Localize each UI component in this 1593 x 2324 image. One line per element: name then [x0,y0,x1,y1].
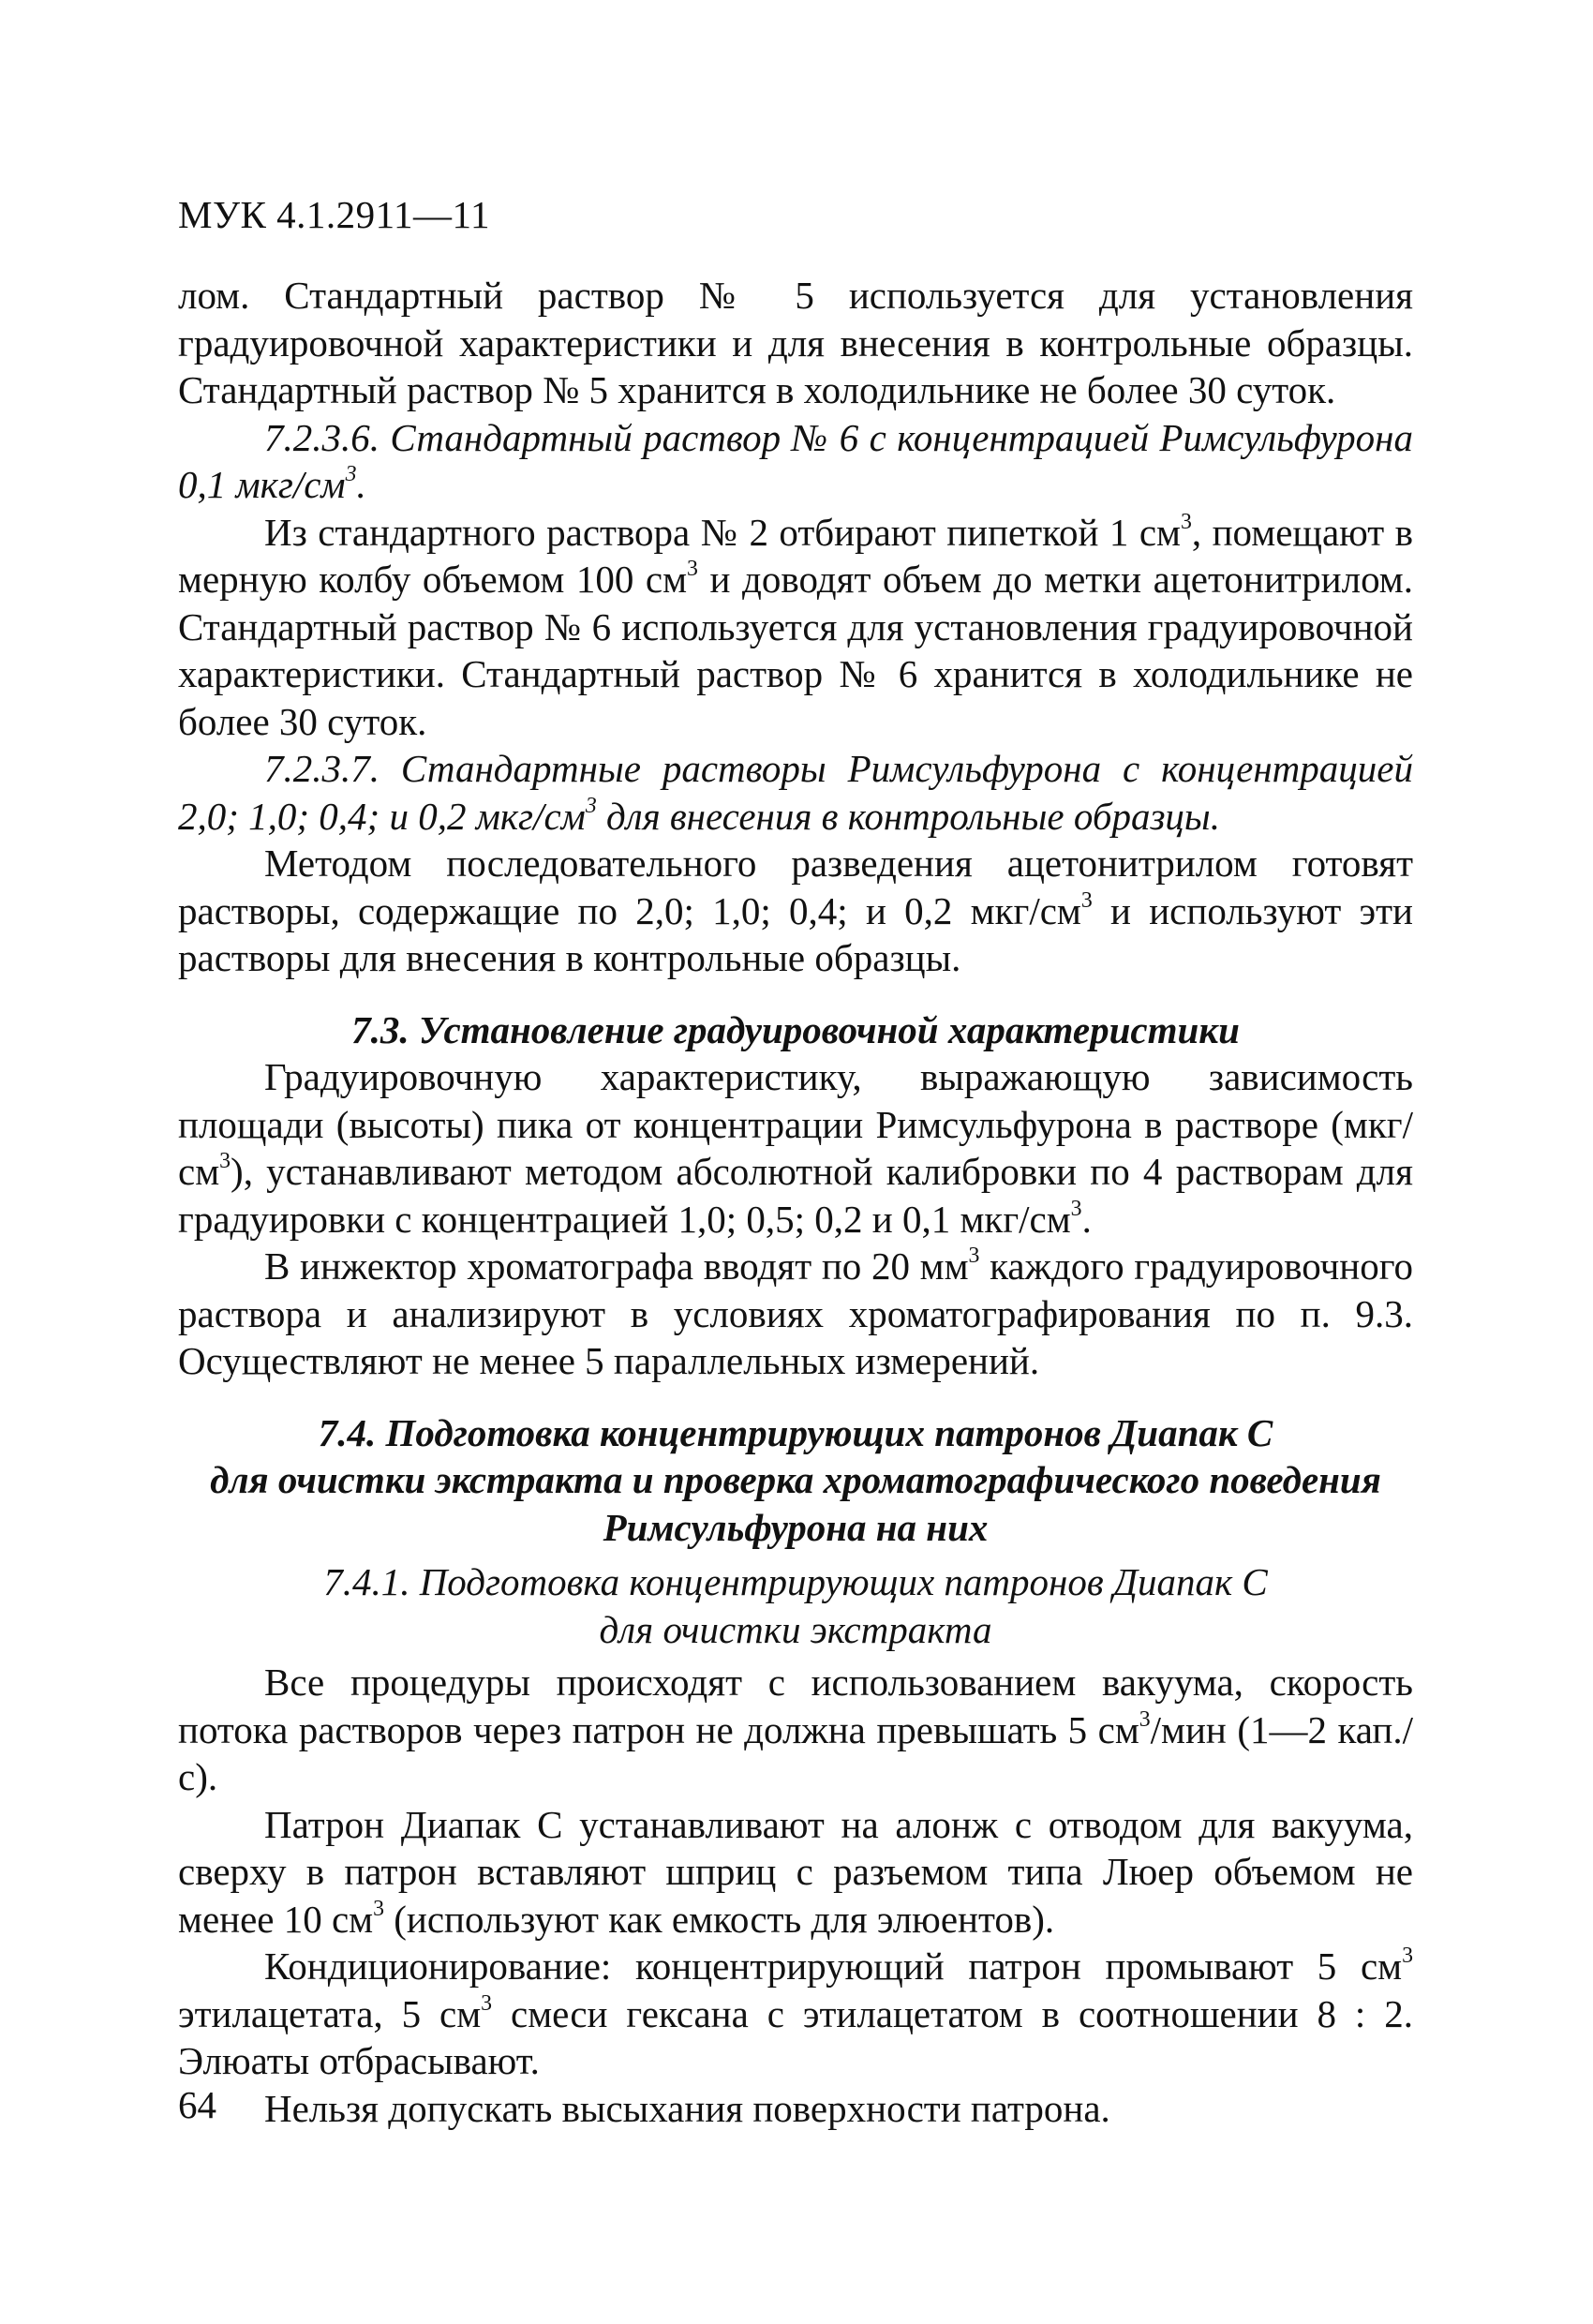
paragraph-no-drying: Нельзя допускать высыхания поверхности патрона. [264,2086,1110,2130]
paragraph-vacuum: Все процедуры происходят с использованием вакуума, скорость потока растворов через патрон не должна превышать 5 $см^3$/мин (1—2 кап./с). [178,1661,1413,1798]
paragraph-calibration: Градуировочную характеристику, выражающую зависимость площади (высоты) пика от концентрации Римсульфурона в растворе $(мкг/см^3)$, устанавливают методом абсолютной калибровки по 4 растворам для градуировки с концентрацией 1,0; 0,5; 0,2 и 0,1 мкг/$см^3$. [178,1055,1413,1241]
subsection-7-2-3-6: 7.2.3.6. Стандартный раствор № 6 с концентрацией Римсульфурона 0,1 мкг/$см^3$. [178,415,1413,506]
subsection-7-2-3-7: 7.2.3.7. Стандартные растворы Римсульфурона с концентрацией 2,0; 1,0; 0,4; и 0,2 мкг/$см^3$ для внесения в контрольные образцы. [178,747,1413,838]
paragraph-dilution: Методом последовательного разведения ацетонитрилом готовят растворы, содержащие по 2,0; 1,0; 0,4; и 0,2 мкг/$см^3$ и используют эти растворы для внесения в контрольные образцы. [178,842,1413,979]
document-header: МУК 4.1.2911—11 [178,193,491,236]
section-heading-7-3: 7.3. Установление градуировочной характеристики [351,1007,1240,1051]
paragraph-cartridge-setup: Патрон Диапак С устанавливают на алонж с отводом для вакуума, сверху в патрон вставляют шприц с разъемом типа Люер объемом не менее 10 $см^3$ (используют как емкость для элюентов). [178,1802,1413,1941]
paragraph-continuation: лом. Стандартный раствор № 5 используется для установления градуировочной характеристики и для внесения в контрольные образцы. Стандартный раствор № 5 хранится в холодильнике не более 30 суток. [178,274,1413,411]
page-body [178,272,1413,2132]
subsection-heading-7-4-1: 7.4.1. Подготовка концентрирующих патронов Диапак С для очистки экстракта [323,1560,1268,1651]
section-heading-7-4: 7.4. Подготовка концентрирующих патронов Диапак С для очистки экстракта и проверка хроматографического поведения Римсульфурона на них [210,1410,1381,1549]
paragraph-conditioning: Кондиционирование: концентрирующий патрон промывают 5 $см^3$ этилацетата, 5 $см^3$ смеси гексана с этилацетатом в соотношении 8 : 2. Элюаты отбрасывают. [178,1944,1413,2082]
paragraph-injector: В инжектор хроматографа вводят по 20 $мм^3$ каждого градуировочного раствора и анализируют в условиях хроматографирования по п. 9.3. Осуществляют не менее 5 параллельных измерений. [178,1244,1413,1382]
paragraph-solution-6: Из стандартного раствора № 2 отбирают пипеткой 1 $см^3$, помещают в мерную колбу объемом 100 $см^3$ и доводят объем до метки ацетонитрилом. Стандартный раствор № 6 используется для установления градуировочной характеристики. Стандартный раствор № 6 хранится в холодильнике не более 30 суток. [178,509,1413,743]
page-number: 64 [178,2083,216,2126]
